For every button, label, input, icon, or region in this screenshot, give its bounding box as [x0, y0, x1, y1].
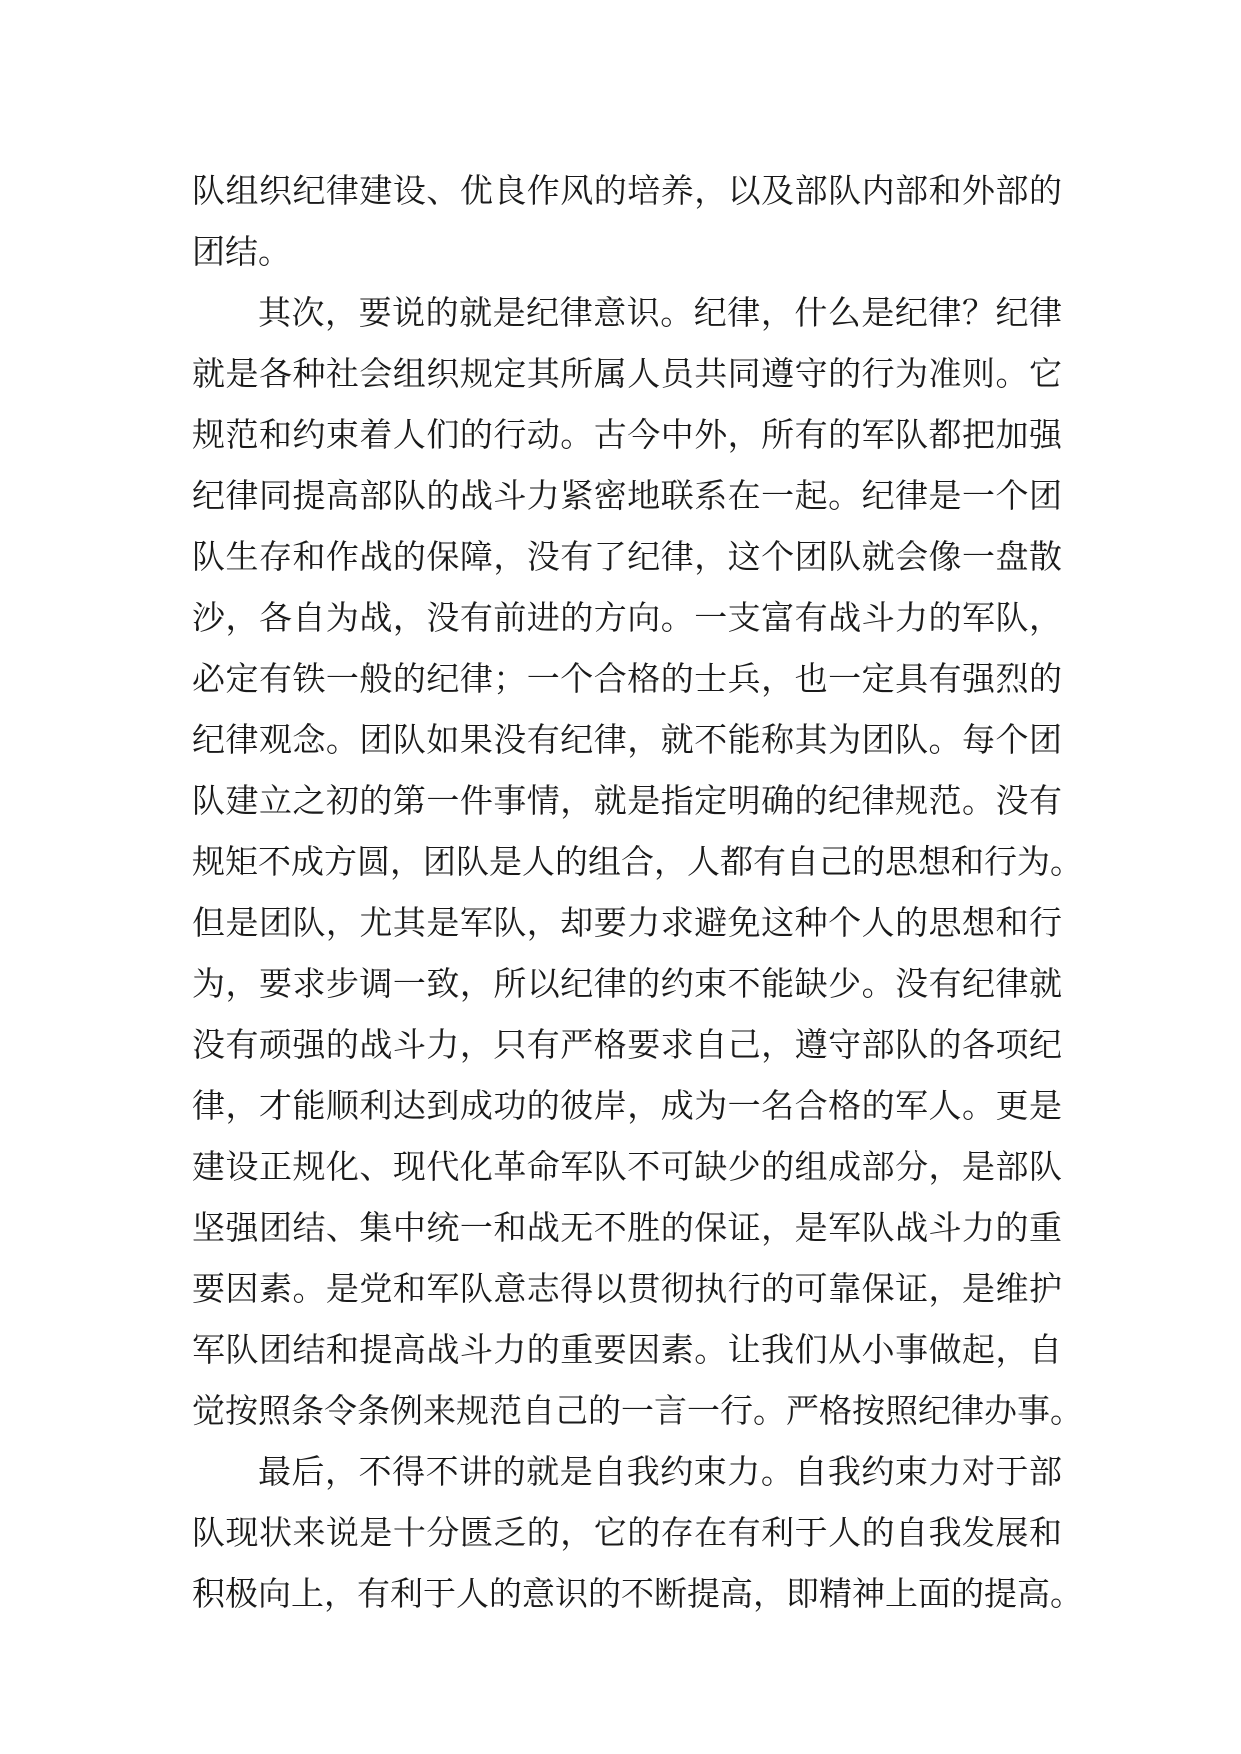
text-line: 必定有铁一般的纪律；一个合格的士兵，也一定具有强烈的 [192, 659, 1062, 698]
text-line: 纪律同提高部队的战斗力紧密地联系在一起。纪律是一个团 [192, 476, 1062, 515]
text-line: 队生存和作战的保障，没有了纪律，这个团队就会像一盘散 [192, 537, 1062, 576]
text-line: 为，要求步调一致，所以纪律的约束不能缺少。没有纪律就 [192, 964, 1062, 1003]
text-line: 要因素。是党和军队意志得以贯彻执行的可靠保证，是维护 [192, 1269, 1062, 1308]
text-line: 其次，要说的就是纪律意识。纪律，什么是纪律？纪律 [258, 293, 1062, 332]
text-line: 队组织纪律建设、优良作风的培养，以及部队内部和外部的 [192, 171, 1062, 210]
text-line: 规矩不成方圆，团队是人的组合，人都有自己的思想和行为。 [192, 842, 1083, 881]
text-line: 积极向上，有利于人的意识的不断提高，即精神上面的提高。 [192, 1574, 1083, 1613]
text-line: 队现状来说是十分匮乏的，它的存在有利于人的自我发展和 [192, 1513, 1062, 1552]
text-line: 团结。 [192, 232, 291, 271]
text-line: 纪律观念。团队如果没有纪律，就不能称其为团队。每个团 [192, 720, 1062, 759]
text-line: 军队团结和提高战斗力的重要因素。让我们从小事做起，自 [192, 1330, 1062, 1369]
text-line: 队建立之初的第一件事情，就是指定明确的纪律规范。没有 [192, 781, 1062, 820]
body-text [192, 160, 1083, 1624]
text-line: 规范和约束着人们的行动。古今中外，所有的军队都把加强 [192, 415, 1062, 454]
text-line: 建设正规化、现代化革命军队不可缺少的组成部分，是部队 [192, 1147, 1062, 1186]
text-line: 律，才能顺利达到成功的彼岸，成为一名合格的军人。更是 [192, 1086, 1062, 1125]
text-line: 觉按照条令条例来规范自己的一言一行。严格按照纪律办事。 [192, 1391, 1083, 1430]
text-line: 沙，各自为战，没有前进的方向。一支富有战斗力的军队， [192, 598, 1062, 637]
text-line: 就是各种社会组织规定其所属人员共同遵守的行为准则。它 [192, 354, 1062, 393]
text-line: 但是团队，尤其是军队，却要力求避免这种个人的思想和行 [192, 903, 1062, 942]
text-line: 坚强团结、集中统一和战无不胜的保证，是军队战斗力的重 [192, 1208, 1062, 1247]
text-line: 没有顽强的战斗力，只有严格要求自己，遵守部队的各项纪 [192, 1025, 1062, 1064]
text-line: 最后，不得不讲的就是自我约束力。自我约束力对于部 [258, 1452, 1062, 1491]
